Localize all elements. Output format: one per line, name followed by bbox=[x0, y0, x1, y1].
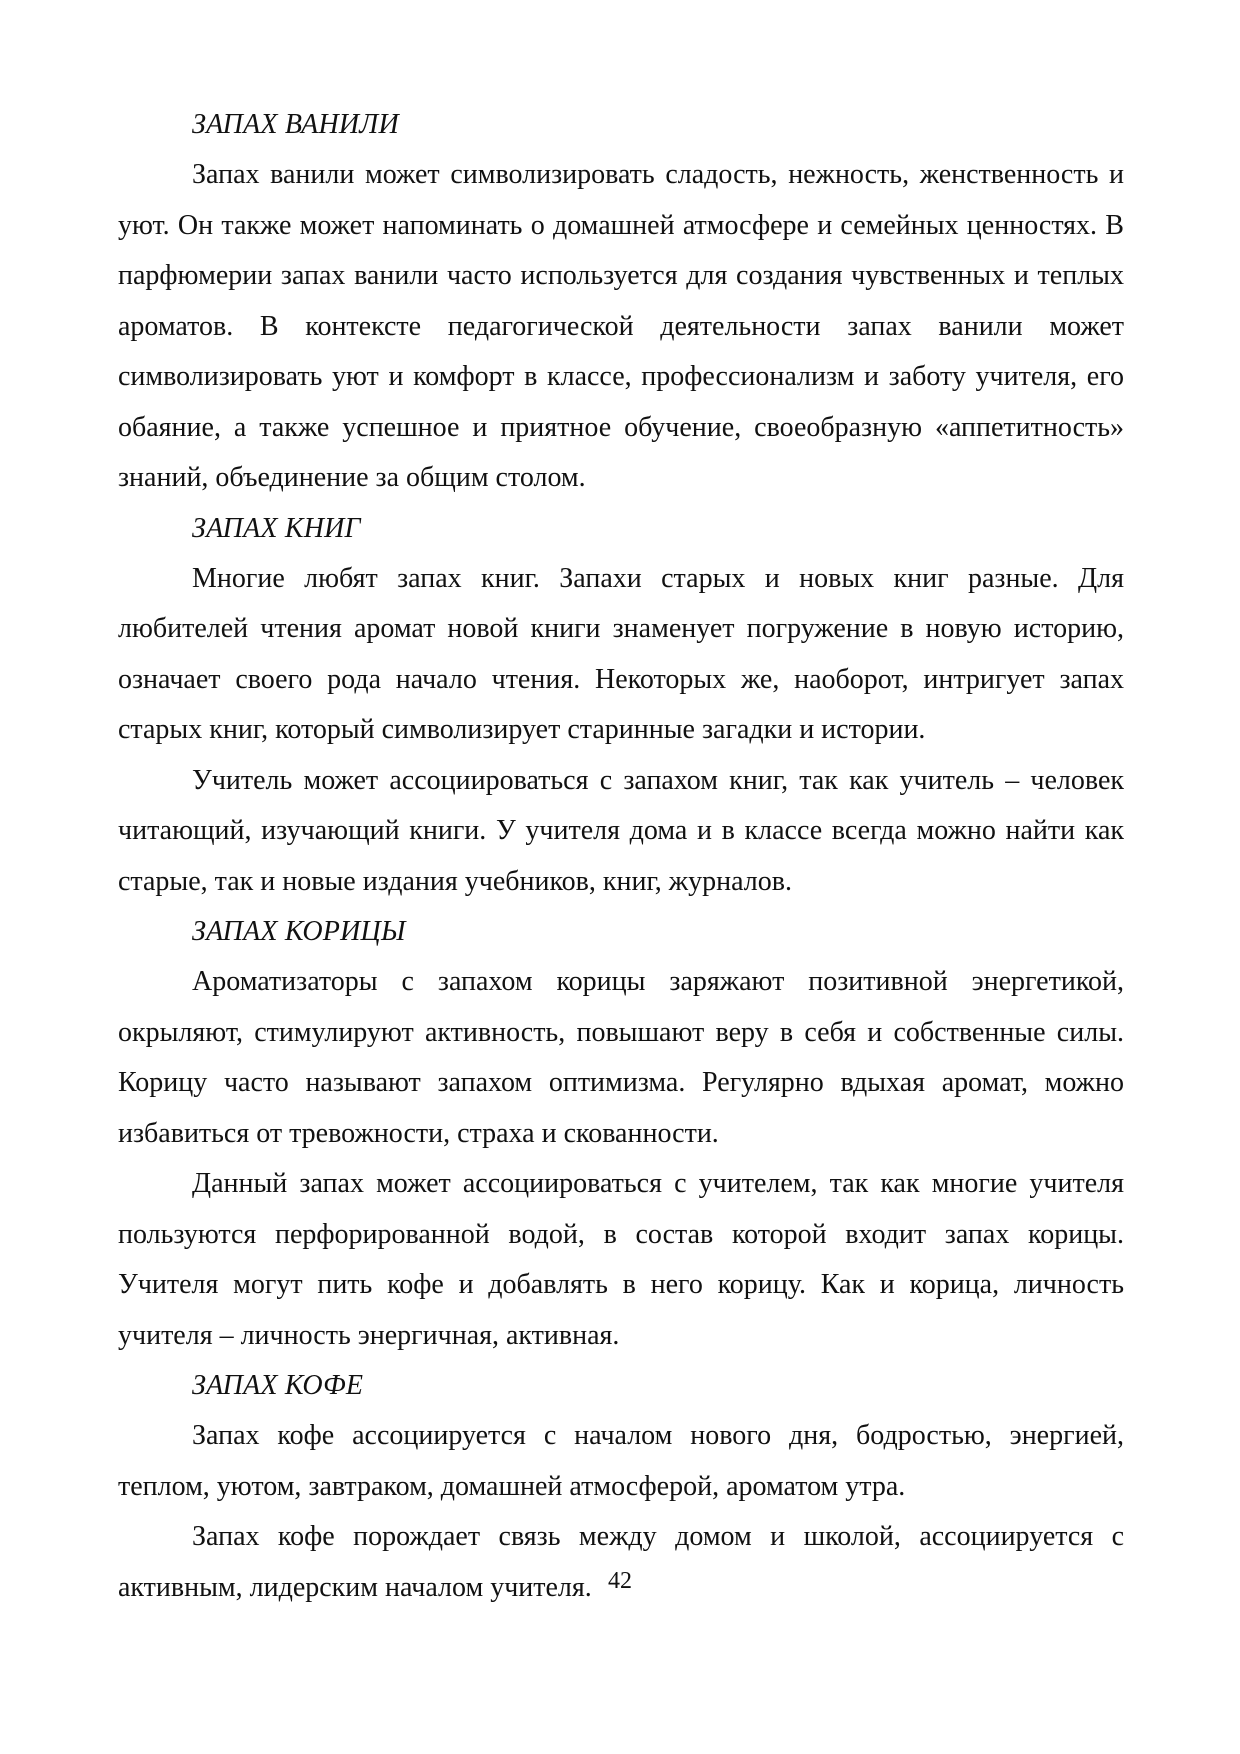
paragraph-vanilla-1: Запах ванили может символизировать сладость, нежность, женственность и уют. Он также может напоминать о домашней атмосфере и семейных ценностях. В парфюмерии запах ванили часто используется для создания чувственных и теплых ароматов. В контексте педагогической деятельности запах ванили может символизировать уют и комфорт в классе, профессионализм и заботу учителя, его обаяние, а также успешное и приятное обучение, своеобразную «аппетитность» знаний, объединение за общим столом. bbox=[118, 159, 1124, 493]
section-heading-books: ЗАПАХ КНИГ bbox=[192, 512, 361, 544]
paragraph-coffee-1: Запах кофе ассоциируется с началом нового дня, бодростью, энергией, теплом, уютом, завтраком, домашней атмосферой, ароматом утра. bbox=[118, 1420, 1124, 1502]
section-heading-coffee: ЗАПАХ КОФЕ bbox=[192, 1370, 364, 1401]
paragraph-coffee-2: Запах кофе порождает связь между домом и школой, ассоциируется с активным, лидерским началом учителя. bbox=[118, 1521, 1124, 1603]
section-heading-vanilla: ЗАПАХ ВАНИЛИ bbox=[192, 109, 399, 140]
paragraph-cinnamon-1: Ароматизаторы с запахом корицы заряжают позитивной энергетикой, окрыляют, стимулируют активность, повышают веру в себя и собственные силы. Корицу часто называют запахом оптимизма. Регулярно вдыхая аромат, можно избавиться от тревожности, страха и скованности. bbox=[118, 966, 1124, 1149]
paragraph-books-2: Учитель может ассоциироваться с запахом книг, так как учитель – человек читающий, изучающий книги. У учителя дома и в классе всегда можно найти как старые, так и новые издания учебников, книг, журналов. bbox=[118, 764, 1124, 897]
page-number: 42 bbox=[608, 1568, 632, 1594]
paragraph-cinnamon-2: Данный запах может ассоциироваться с учителем, так как многие учителя пользуются перфорированной водой, в состав которой входит запах корицы. Учителя могут пить кофе и добавлять в него корицу. Как и корица, личность учителя – личность энергичная, активная. bbox=[118, 1168, 1124, 1351]
document-page-body bbox=[118, 100, 1124, 1613]
section-heading-cinnamon: ЗАПАХ КОРИЦЫ bbox=[192, 916, 406, 947]
paragraph-books-1: Многие любят запах книг. Запахи старых и новых книг разные. Для любителей чтения аромат новой книги знаменует погружение в новую историю, означает своего рода начало чтения. Некоторых же, наоборот, интригует запах старых книг, который символизирует старинные загадки и истории. bbox=[118, 562, 1124, 745]
